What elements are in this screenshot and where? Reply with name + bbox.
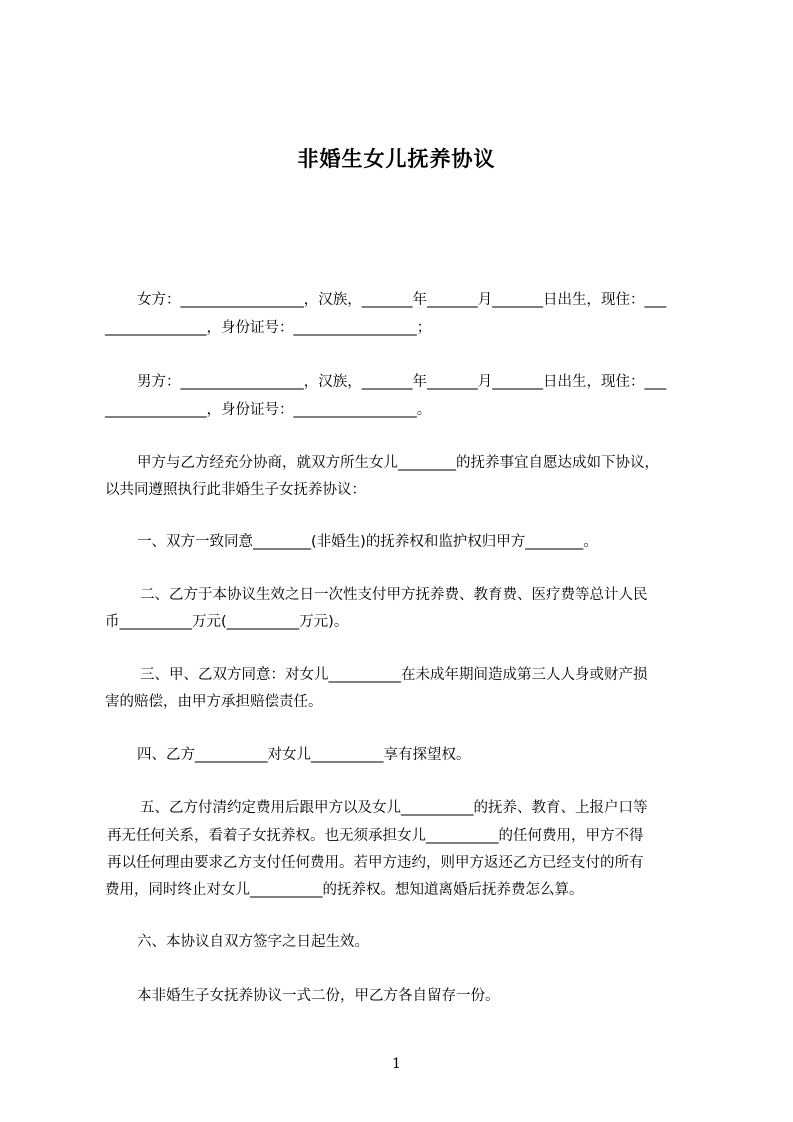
text-line: 币__________万元(__________万元)。 <box>105 614 349 630</box>
text-line: 六、本协议自双方签字之日起生效。 <box>137 934 369 950</box>
text-line: ______________，身份证号：_________________； <box>105 320 432 336</box>
text-line: 以共同遵照执行此非婚生子女抚养协议： <box>105 482 366 498</box>
text-line: 五、乙方付清约定费用后跟甲方以及女儿__________的抚养、教育、上报户口等 <box>140 800 648 816</box>
text-line: 三、甲、乙双方同意：对女儿__________在未成年期间造成第三人人身或财产损 <box>140 667 648 683</box>
text-line: 本非婚生子女抚养协议一式二份，甲乙方各自留存一份。 <box>137 988 500 1004</box>
text-line: 甲方与乙方经充分协商，就双方所生女儿________的抚养事宜自愿达成如下协议， <box>137 455 659 471</box>
document-title: 非婚生女儿抚养协议 <box>297 147 496 171</box>
text-line: 二、乙方于本协议生效之日一次性支付甲方抚养费、教育费、医疗费等总计人民 <box>140 587 648 603</box>
text-line: 男方：_________________，汉族，_______年_______月_______日出生，现住：___ <box>137 374 667 390</box>
text-line: 四、乙方__________对女儿__________享有探望权。 <box>137 747 471 763</box>
text-line: ______________，身份证号：_________________。 <box>105 402 432 418</box>
page-number: 1 <box>392 1056 401 1072</box>
text-line: 女方：_________________，汉族，_______年_______月_______日出生，现住：___ <box>137 292 667 308</box>
text-line: 再无任何关系，看着子女抚养权。也无须承担女儿__________的任何费用，甲方不得 <box>107 828 644 844</box>
text-line: 再以任何理由要求乙方支付任何费用。若甲方违约，则甲方返还乙方已经支付的所有 <box>107 855 644 871</box>
text-line: 费用，同时终止对女儿__________的抚养权。想知道离婚后抚养费怎么算。 <box>105 882 584 898</box>
text-line: 一、双方一致同意________(非婚生)的抚养权和监护权归甲方________。 <box>137 534 598 550</box>
text-line: 害的赔偿，由甲方承担赔偿责任。 <box>105 694 323 710</box>
